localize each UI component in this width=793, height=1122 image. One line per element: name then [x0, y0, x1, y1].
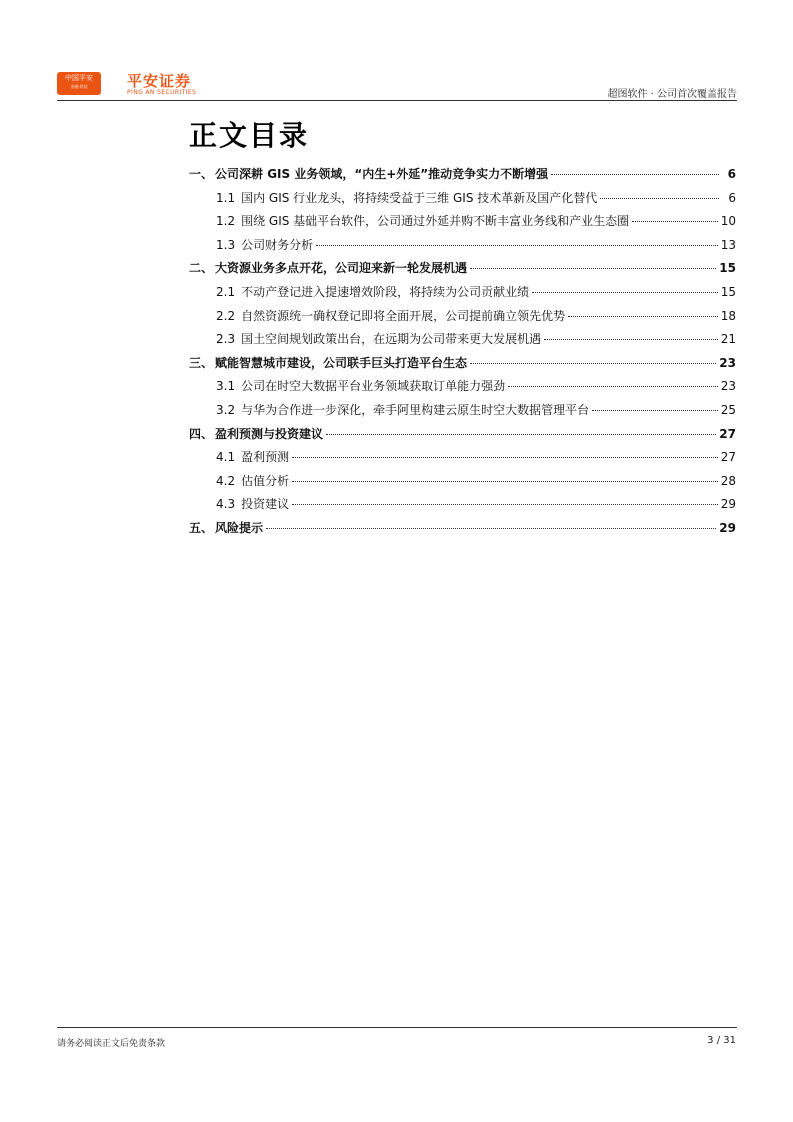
toc-entry-number: 1.2 [216, 214, 236, 229]
toc-entry-title: 不动产登记进入提速增效阶段，将持续为公司贡献业绩 [241, 284, 530, 299]
toc-entry[interactable] [189, 257, 736, 281]
toc-entry[interactable] [189, 423, 736, 447]
toc-entry-page: 15 [719, 261, 736, 276]
toc-dot-leader [316, 245, 718, 246]
toc-entry-title: 公司深耕 GIS 业务领域，“内生+外延”推动竞争实力不断增强 [215, 167, 549, 181]
toc-entry-page: 18 [720, 308, 736, 323]
toc-entry-title: 公司财务分析 [241, 237, 314, 252]
toc-entry-number: 2.3 [216, 332, 236, 347]
toc-entry-number: 4.1 [216, 450, 236, 465]
toc-entry[interactable] [189, 517, 736, 541]
toc-entry-page: 6 [727, 167, 736, 181]
toc-entry[interactable] [189, 399, 736, 423]
toc-dot-leader [292, 481, 718, 482]
toc-entry-page: 23 [719, 355, 736, 370]
toc-entry-number: 三、 [189, 355, 214, 370]
toc-entry-number: 3.1 [216, 379, 236, 394]
toc-entry[interactable] [189, 234, 736, 258]
toc-entry-page: 10 [720, 214, 736, 229]
footer-divider [57, 1027, 737, 1028]
toc-entry-title: 大资源业务多点开花，公司迎来新一轮发展机遇 [215, 261, 468, 276]
toc-entry[interactable] [189, 375, 736, 399]
toc-entry-number: 一、 [189, 167, 214, 181]
toc-entry-page: 29 [720, 497, 736, 512]
toc-entry-number: 4.2 [216, 473, 236, 488]
toc-dot-leader [326, 434, 716, 435]
toc-dot-leader [632, 221, 718, 222]
toc-entry-page: 13 [720, 237, 736, 252]
toc-dot-leader [470, 268, 716, 269]
toc-entry[interactable] [189, 328, 736, 352]
toc-dot-leader [551, 174, 719, 175]
toc-entry-title: 围绕 GIS 基础平台软件，公司通过外延并购不断丰富业务线和产业生态圈 [241, 214, 630, 229]
toc-entry[interactable] [189, 305, 736, 329]
toc-entry[interactable] [189, 493, 736, 517]
toc-entry-number: 五、 [189, 520, 214, 535]
toc-entry[interactable] [189, 281, 736, 305]
toc-entry-page: 21 [720, 332, 736, 347]
toc-entry-number: 4.3 [216, 497, 236, 512]
toc-entry-page: 28 [720, 473, 736, 488]
toc-entry[interactable] [189, 210, 736, 234]
badge-label: 中国平安 [65, 74, 93, 82]
brand-name-cn: 平安证券 [127, 72, 192, 90]
toc-entry-number: 二、 [189, 261, 214, 276]
toc-dot-leader [592, 410, 718, 411]
toc-entry-title: 估值分析 [241, 473, 290, 488]
toc-entry-page: 6 [728, 190, 736, 205]
header-divider [57, 100, 737, 101]
toc-entry-title: 公司在时空大数据平台业务领域获取订单能力强劲 [241, 379, 506, 394]
toc-entry-number: 2.2 [216, 308, 236, 323]
toc-entry-page: 27 [719, 426, 736, 441]
toc-entry-title: 盈利预测与投资建议 [215, 426, 324, 441]
toc-dot-leader [292, 504, 718, 505]
toc-dot-leader [568, 316, 718, 317]
toc-dot-leader [292, 457, 718, 458]
toc-entry-page: 27 [720, 450, 736, 465]
toc-entry[interactable] [189, 470, 736, 494]
ping-an-logo-badge [57, 72, 101, 95]
toc-entry-page: 25 [720, 402, 736, 417]
toc-entry-title: 与华为合作进一步深化，牵手阿里构建云原生时空大数据管理平台 [241, 402, 590, 417]
page-indicator: 3 / 31 [707, 1035, 736, 1046]
footer-disclaimer: 请务必阅读正文后免责条款 [57, 1039, 166, 1049]
badge-sub: 金融·科技 [70, 84, 88, 89]
brand-name-en: PING AN SECURITIES [127, 89, 197, 96]
toc-entry-title: 投资建议 [241, 497, 290, 512]
page-title: 正文目录 [189, 119, 310, 152]
toc-entry-title: 国土空间规划政策出台，在远期为公司带来更大发展机遇 [241, 332, 542, 347]
toc-dot-leader [544, 339, 718, 340]
toc-entry-number: 1.3 [216, 237, 236, 252]
page-header [57, 68, 737, 100]
toc-dot-leader [470, 363, 716, 364]
toc-entry-number: 四、 [189, 426, 214, 441]
toc-entry[interactable] [189, 163, 736, 187]
toc-entry-page: 29 [719, 520, 736, 535]
toc-entry-number: 3.2 [216, 402, 236, 417]
toc-dot-leader [266, 528, 716, 529]
toc-entry[interactable] [189, 187, 736, 211]
toc-entry[interactable] [189, 352, 736, 376]
toc-entry-page: 15 [720, 284, 736, 299]
toc-dot-leader [508, 386, 718, 387]
table-of-contents [189, 163, 736, 541]
toc-entry[interactable] [189, 446, 736, 470]
toc-entry-title: 赋能智慧城市建设，公司联手巨头打造平台生态 [215, 355, 468, 370]
toc-entry-title: 国内 GIS 行业龙头，将持续受益于三维 GIS 技术革新及国产化替代 [241, 190, 598, 205]
toc-entry-title: 风险提示 [215, 520, 264, 535]
toc-dot-leader [600, 198, 719, 199]
toc-entry-title: 自然资源统一确权登记即将全面开展，公司提前确立领先优势 [241, 308, 566, 323]
toc-dot-leader [532, 292, 718, 293]
toc-entry-page: 23 [720, 379, 736, 394]
toc-entry-title: 盈利预测 [241, 450, 290, 465]
report-tag: 超图软件 · 公司首次覆盖报告 [607, 89, 737, 100]
toc-entry-number: 2.1 [216, 284, 236, 299]
toc-entry-number: 1.1 [216, 190, 236, 205]
